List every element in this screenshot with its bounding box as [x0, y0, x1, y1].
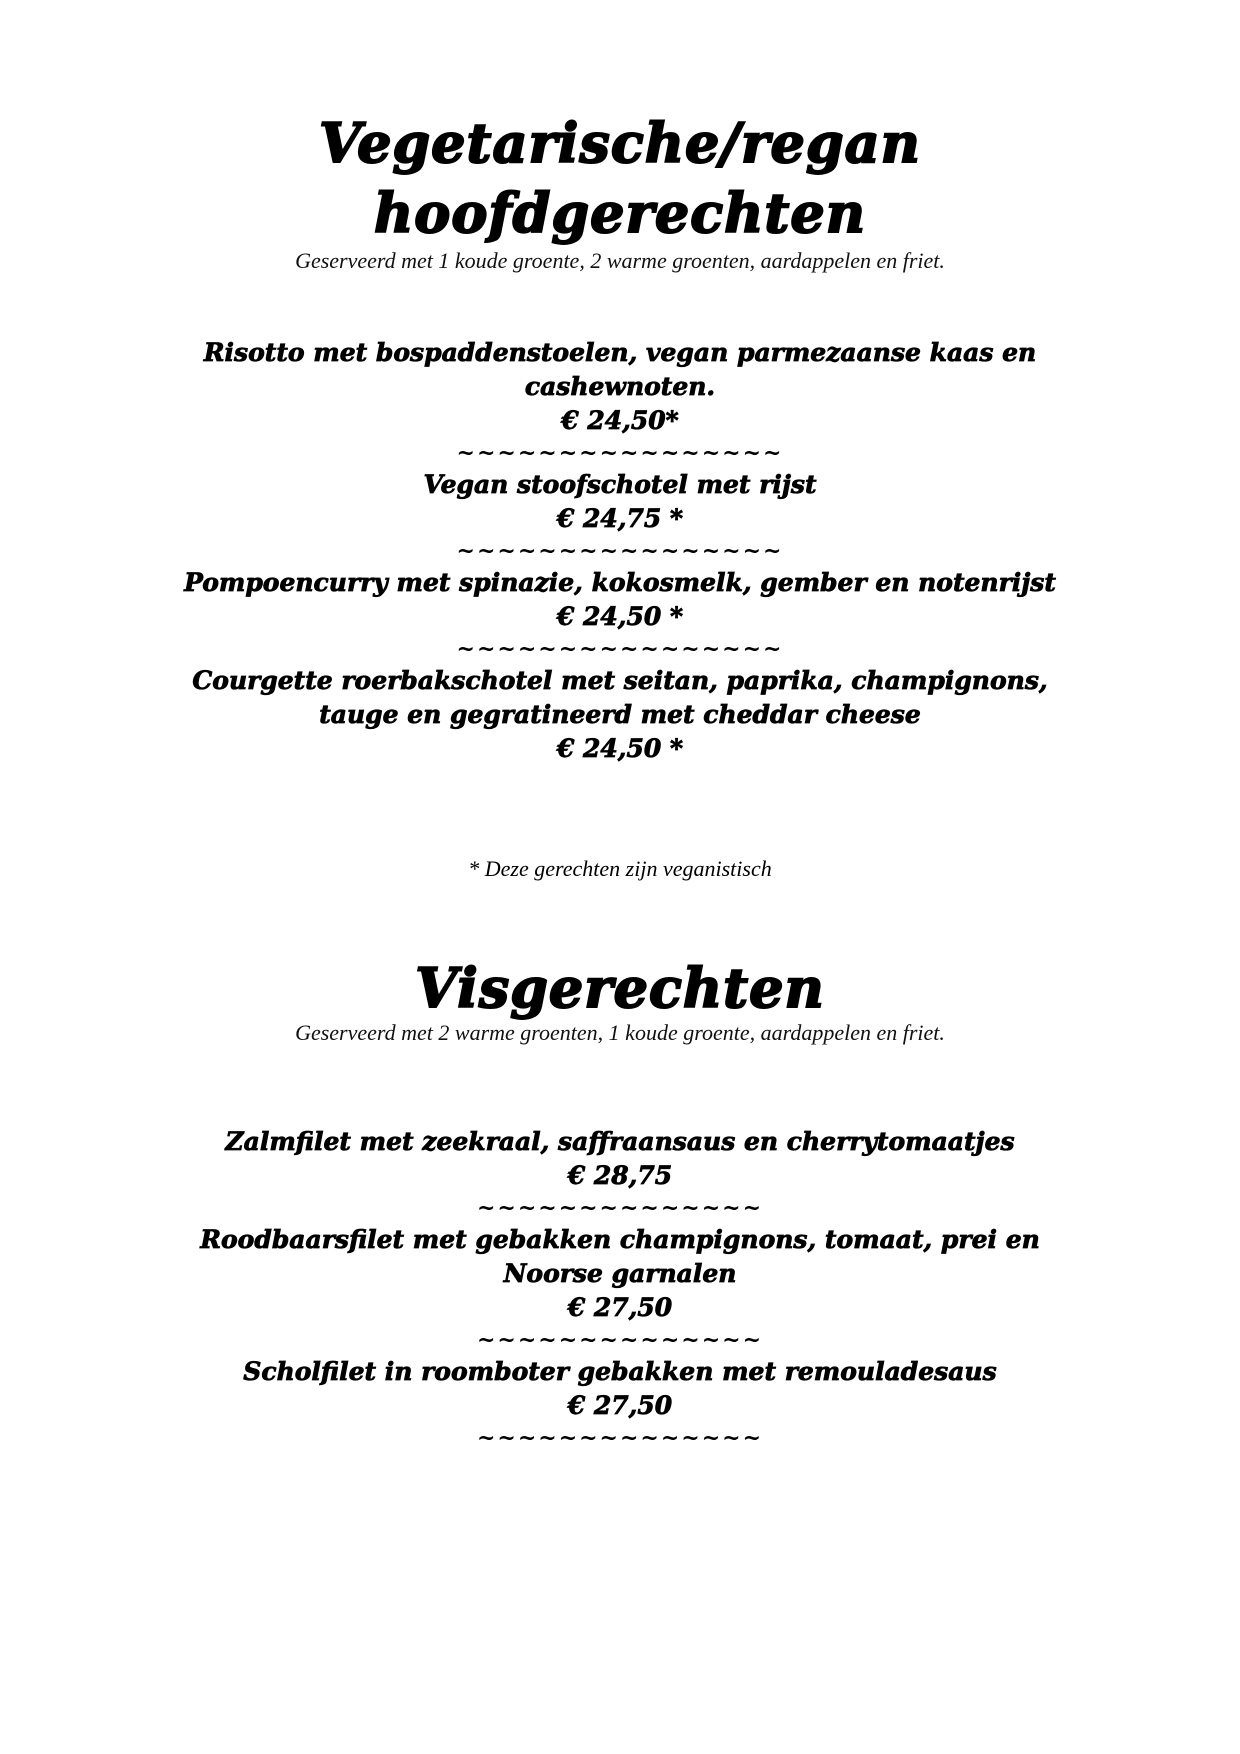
dish-price: € 24,50*: [561, 406, 679, 435]
vegetarian-title-line1: Vegetarische/regan: [319, 111, 921, 175]
dish-item: [0, 468, 1240, 536]
dish-item: [0, 664, 1240, 766]
dish-price: € 27,50: [567, 1293, 673, 1322]
dish-price: € 24,75 *: [556, 504, 684, 533]
vegan-footnote: * Deze gerechten zijn veganistisch: [468, 856, 772, 881]
dish-name: Vegan stoofschotel met rijst: [423, 470, 817, 499]
fish-header: [0, 956, 1240, 1046]
tilde-divider: ~~~~~~~~~~~~~~: [476, 1425, 764, 1451]
dish-item: [0, 336, 1240, 438]
fish-dish-list: [0, 1125, 1240, 1453]
fish-subtitle: Geserveerd met 2 warme groenten, 1 koude groente, aardappelen en friet.: [295, 1020, 945, 1045]
dish-name: Scholfilet in roomboter gebakken met remouladesaus: [243, 1357, 997, 1386]
fish-title: Visgerechten: [415, 956, 825, 1020]
dish-price: € 27,50: [567, 1391, 673, 1420]
dish-item: [0, 1223, 1240, 1325]
dish-item: [0, 1355, 1240, 1423]
dish-name: Risotto met bospaddenstoelen, vegan parmezaanse kaas en cashewnoten.: [203, 338, 1037, 401]
tilde-divider: ~~~~~~~~~~~~~~~~: [456, 636, 784, 662]
dish-item: [0, 566, 1240, 634]
dish-name: Roodbaarsfilet met gebakken champignons, tomaat, prei en Noorse garnalen: [200, 1225, 1040, 1288]
dish-price: € 28,75: [567, 1161, 673, 1190]
tilde-divider: ~~~~~~~~~~~~~~~~: [456, 538, 784, 564]
dish-price: € 24,50 *: [556, 734, 684, 763]
dish-item: [0, 1125, 1240, 1193]
dish-name: Courgette roerbakschotel met seitan, paprika, champignons, tauge en gegratineerd met cheddar cheese: [192, 666, 1048, 729]
tilde-divider: ~~~~~~~~~~~~~~: [476, 1327, 764, 1353]
dish-price: € 24,50 *: [556, 602, 684, 631]
vegetarian-title-line2: hoofdgerechten: [374, 181, 866, 245]
tilde-divider: ~~~~~~~~~~~~~~~~: [456, 440, 784, 466]
vegetarian-dish-list: [0, 336, 1240, 766]
tilde-divider: ~~~~~~~~~~~~~~: [476, 1195, 764, 1221]
dish-name: Pompoencurry met spinazie, kokosmelk, gember en notenrijst: [184, 568, 1056, 597]
dish-name: Zalmfilet met zeekraal, saffraansaus en cherrytomaatjes: [225, 1127, 1015, 1156]
vegetarian-subtitle: Geserveerd met 1 koude groente, 2 warme groenten, aardappelen en friet.: [295, 248, 945, 273]
vegetarian-header: [0, 108, 1240, 274]
